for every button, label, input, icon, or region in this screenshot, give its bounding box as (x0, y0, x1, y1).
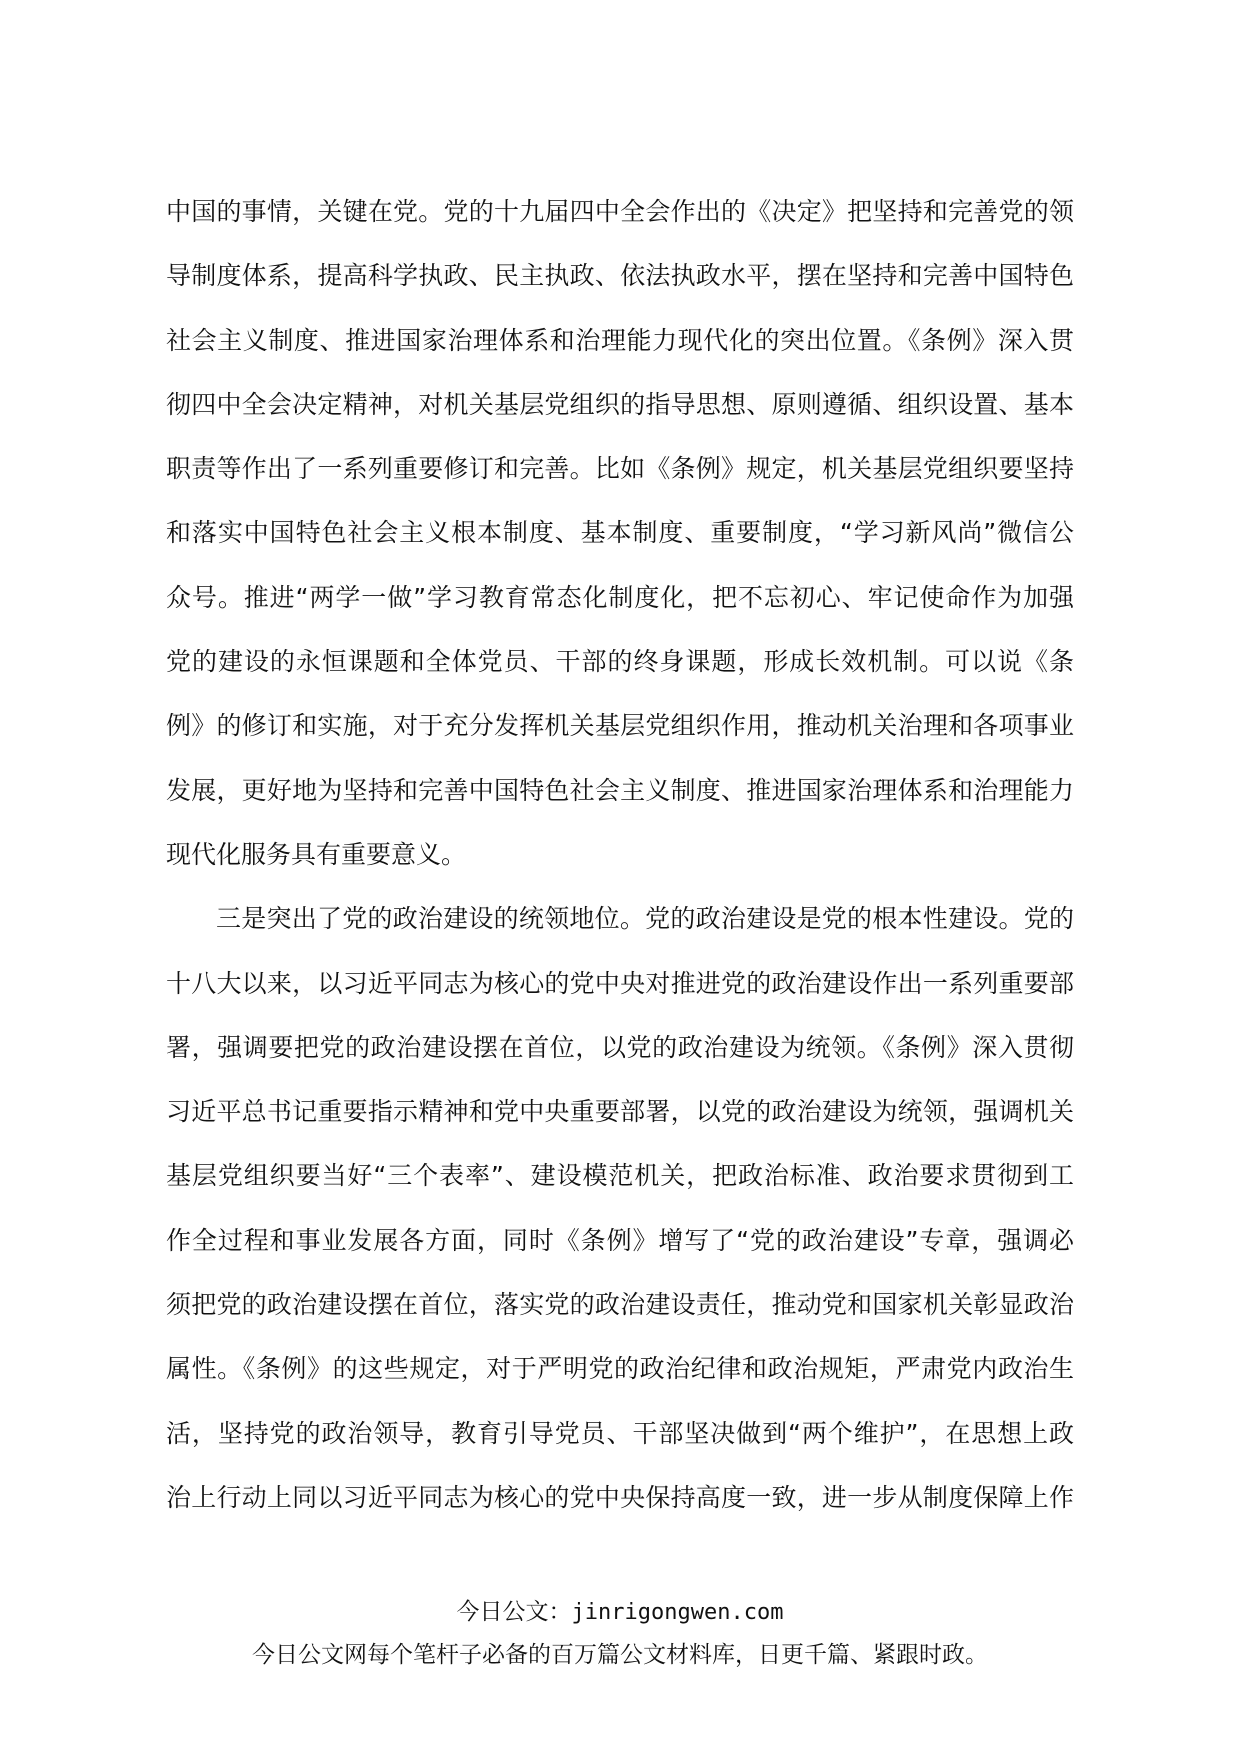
text-line: 属性。《条例》的这些规定，对于严明党的政治纪律和政治规矩，严肃党内政治生 (166, 1354, 1074, 1384)
text-line: 习近平总书记重要指示精神和党中央重要部署，以党的政治建设为统领，强调机关 (166, 1097, 1074, 1127)
text-line: 众号。推进“两学一做”学习教育常态化制度化，把不忘初心、牢记使命作为加强 (166, 582, 1074, 612)
footer-slogan: 今日公文网每个笔杆子必备的百万篇公文材料库，日更千篇、紧跟时政。 (252, 1642, 988, 1668)
text-line: 社会主义制度、推进国家治理体系和治理能力现代化的突出位置。《条例》深入贯 (166, 325, 1074, 355)
text-line: 现代化服务具有重要意义。 (166, 839, 467, 869)
text-line: 治上行动上同以习近平同志为核心的党中央保持高度一致，进一步从制度保障上作 (166, 1482, 1074, 1512)
footer-source (0, 1593, 1240, 1626)
text-line: 须把党的政治建设摆在首位，落实党的政治建设责任，推动党和国家机关彰显政治 (166, 1290, 1074, 1320)
text-line: 例》的修订和实施，对于充分发挥机关基层党组织作用，推动机关治理和各项事业 (166, 711, 1074, 741)
text-line: 发展，更好地为坚持和完善中国特色社会主义制度、推进国家治理体系和治理能力 (166, 775, 1074, 805)
text-line: 导制度体系，提高科学执政、民主执政、依法执政水平，摆在坚持和完善中国特色 (166, 261, 1074, 291)
footer-label: 今日公文： (456, 1599, 572, 1625)
text-line: 基层党组织要当好“三个表率”、建设模范机关，把政治标准、政治要求贯彻到工 (166, 1161, 1074, 1191)
text-line: 职责等作出了一系列重要修订和完善。比如《条例》规定，机关基层党组织要坚持 (166, 454, 1074, 484)
text-line: 十八大以来，以习近平同志为核心的党中央对推进党的政治建设作出一系列重要部 (166, 968, 1074, 998)
text-line: 署，强调要把党的政治建设摆在首位，以党的政治建设为统领。《条例》深入贯彻 (166, 1032, 1074, 1062)
text-line: 三是突出了党的政治建设的统领地位。党的政治建设是党的根本性建设。党的 (216, 904, 1074, 934)
footer-url-link[interactable]: jinrigongwen.com (571, 1600, 784, 1625)
text-line: 活，坚持党的政治领导，教育引导党员、干部坚决做到“两个维护”，在思想上政 (166, 1418, 1074, 1448)
text-line: 中国的事情，关键在党。党的十九届四中全会作出的《决定》把坚持和完善党的领 (166, 197, 1074, 226)
text-line: 彻四中全会决定精神，对机关基层党组织的指导思想、原则遵循、组织设置、基本 (166, 389, 1074, 419)
text-line: 和落实中国特色社会主义根本制度、基本制度、重要制度，“学习新风尚”微信公 (166, 518, 1074, 548)
document-body (166, 180, 1074, 1530)
text-line: 作全过程和事业发展各方面，同时《条例》增写了“党的政治建设”专章，强调必 (166, 1225, 1074, 1255)
text-line: 党的建设的永恒课题和全体党员、干部的终身课题，形成长效机制。可以说《条 (166, 647, 1074, 677)
